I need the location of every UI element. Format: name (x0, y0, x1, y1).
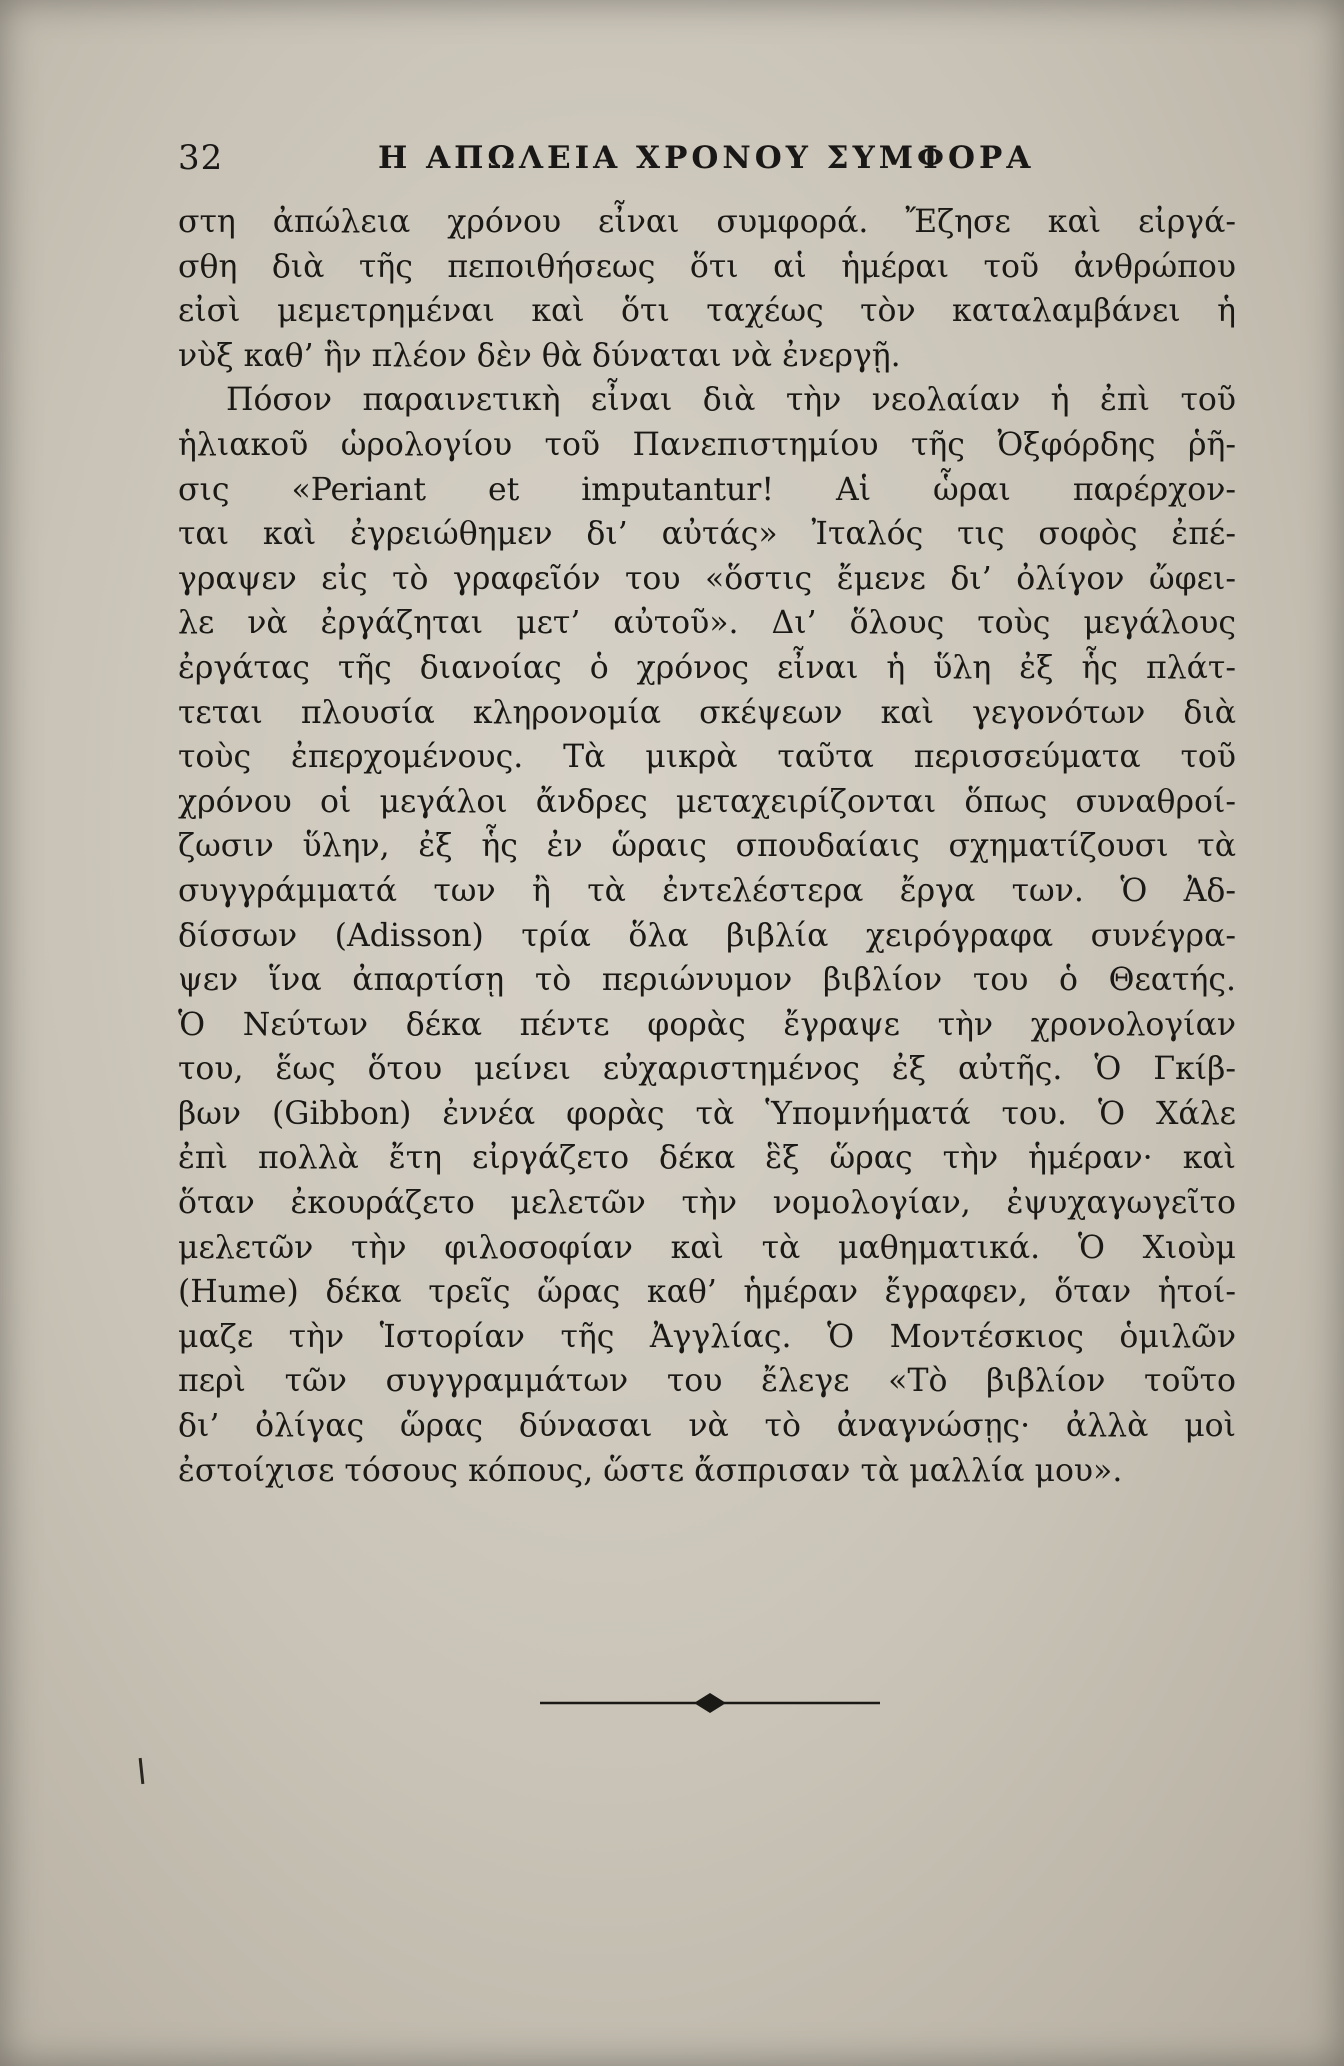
text-line: Πόσον παραινετικὴ εἶναι διὰ τὴν νεολαίαν ἡ ἐπὶ τοῦ (226, 382, 1236, 419)
page-header (178, 138, 1238, 188)
text-line: τοὺς ἐπερχομένους. Τὰ μικρὰ ταῦτα περισσεύματα τοῦ (178, 739, 1236, 776)
text-line: δίσσων (Adisson) τρία ὅλα βιβλία χειρόγραφα συνέγρα- (178, 917, 1236, 954)
text-line: στη ἀπώλεια χρόνου εἶναι συμφορά. Ἔζησε καὶ εἰργά- (178, 204, 1236, 240)
text-line: τεται πλουσία κληρονομία σκέψεων καὶ γεγονότων διὰ (178, 694, 1236, 731)
text-line: λε νὰ ἐργάζηται μετ’ αὐτοῦ». Δι’ ὅλους τοὺς μεγάλους (178, 605, 1236, 642)
text-line: (Hume) δέκα τρεῖς ὥρας καθ’ ἡμέραν ἔγραφεν, ὅταν ἡτοί- (178, 1274, 1236, 1311)
text-line: ἐπὶ πολλὰ ἔτη εἰργάζετο δέκα ἓξ ὥρας τὴν ἡμέραν· καὶ (178, 1140, 1236, 1177)
text-line: εἰσὶ μεμετρημέναι καὶ ὅτι ταχέως τὸν καταλαμβάνει ἡ (178, 293, 1236, 330)
running-head: Η ΑΠΩΛΕΙΑ ΧΡΟΝΟΥ ΣΥΜΦΟΡΑ (378, 140, 1035, 176)
page-number: 32 (178, 138, 224, 178)
text-line: ἐργάτας τῆς διανοίας ὁ χρόνος εἶναι ἡ ὕλη ἐξ ἧς πλάτ- (178, 649, 1236, 686)
text-line: ἡλιακοῦ ὡρολογίου τοῦ Πανεπιστημίου τῆς Ὀξφόρδης ῥῆ- (178, 426, 1236, 463)
text-line: γραψεν εἰς τὸ γραφεῖόν του «ὅστις ἔμενε δι’ ὀλίγον ὤφει- (178, 560, 1236, 597)
text-line: μελετῶν τὴν φιλοσοφίαν καὶ τὰ μαθηματικά. Ὁ Χιοὺμ (178, 1229, 1236, 1266)
diamond-rule-ornament-icon (540, 1688, 880, 1718)
text-line: μαζε τὴν Ἱστορίαν τῆς Ἀγγλίας. Ὁ Μοντέσκιος ὁμιλῶν (178, 1318, 1236, 1355)
body-text (178, 200, 1236, 1493)
text-line: βων (Gibbon) ἐννέα φορὰς τὰ Ὑπομνήματά του. Ὁ Χάλε (178, 1095, 1236, 1132)
text-line: του, ἕως ὅτου μείνει εὐχαριστημένος ἐξ αὐτῆς. Ὁ Γκίβ- (178, 1051, 1236, 1088)
text-line: ὅταν ἐκουράζετο μελετῶν τὴν νομολογίαν, ἐψυχαγωγεῖτο (178, 1185, 1236, 1222)
text-line: συγγράμματά των ἢ τὰ ἐντελέστερα ἔργα των. Ὁ Ἀδ- (178, 872, 1236, 909)
text-line: σθη διὰ τῆς πεποιθήσεως ὅτι αἱ ἡμέραι τοῦ ἀνθρώπου (178, 248, 1236, 285)
text-line: περὶ τῶν συγγραμμάτων του ἔλεγε «Τὸ βιβλίον τοῦτο (178, 1363, 1236, 1400)
text-line: χρόνου οἱ μεγάλοι ἄνδρες μεταχειρίζονται ὅπως συναθροί- (178, 783, 1236, 820)
text-line: ται καὶ ἐγρειώθημεν δι’ αὐτάς» Ἰταλός τις σοφὸς ἐπέ- (178, 516, 1236, 553)
text-line: νὺξ καθ’ ἣν πλέον δὲν θὰ δύναται νὰ ἐνεργῇ. (178, 337, 901, 374)
text-line: ζωσιν ὕλην, ἐξ ἧς ἐν ὥραις σπουδαίαις σχηματίζουσι τὰ (178, 828, 1236, 865)
stray-print-mark (139, 1758, 145, 1784)
text-line: σις «Periant et imputantur! Αἱ ὧραι παρέρχον- (178, 471, 1236, 508)
text-line: ψεν ἵνα ἀπαρτίσῃ τὸ περιώνυμον βιβλίον του ὁ Θεατής. (178, 962, 1236, 999)
text-line: ἐστοίχισε τόσους κόπους, ὥστε ἄσπρισαν τὰ μαλλία μου». (178, 1452, 1123, 1489)
text-line: Ὁ Νεύτων δέκα πέντε φορὰς ἔγραψε τὴν χρονολογίαν (178, 1006, 1236, 1043)
text-line: δι’ ὀλίγας ὥρας δύνασαι νὰ τὸ ἀναγνώσῃς· ἀλλὰ μοὶ (178, 1408, 1236, 1445)
